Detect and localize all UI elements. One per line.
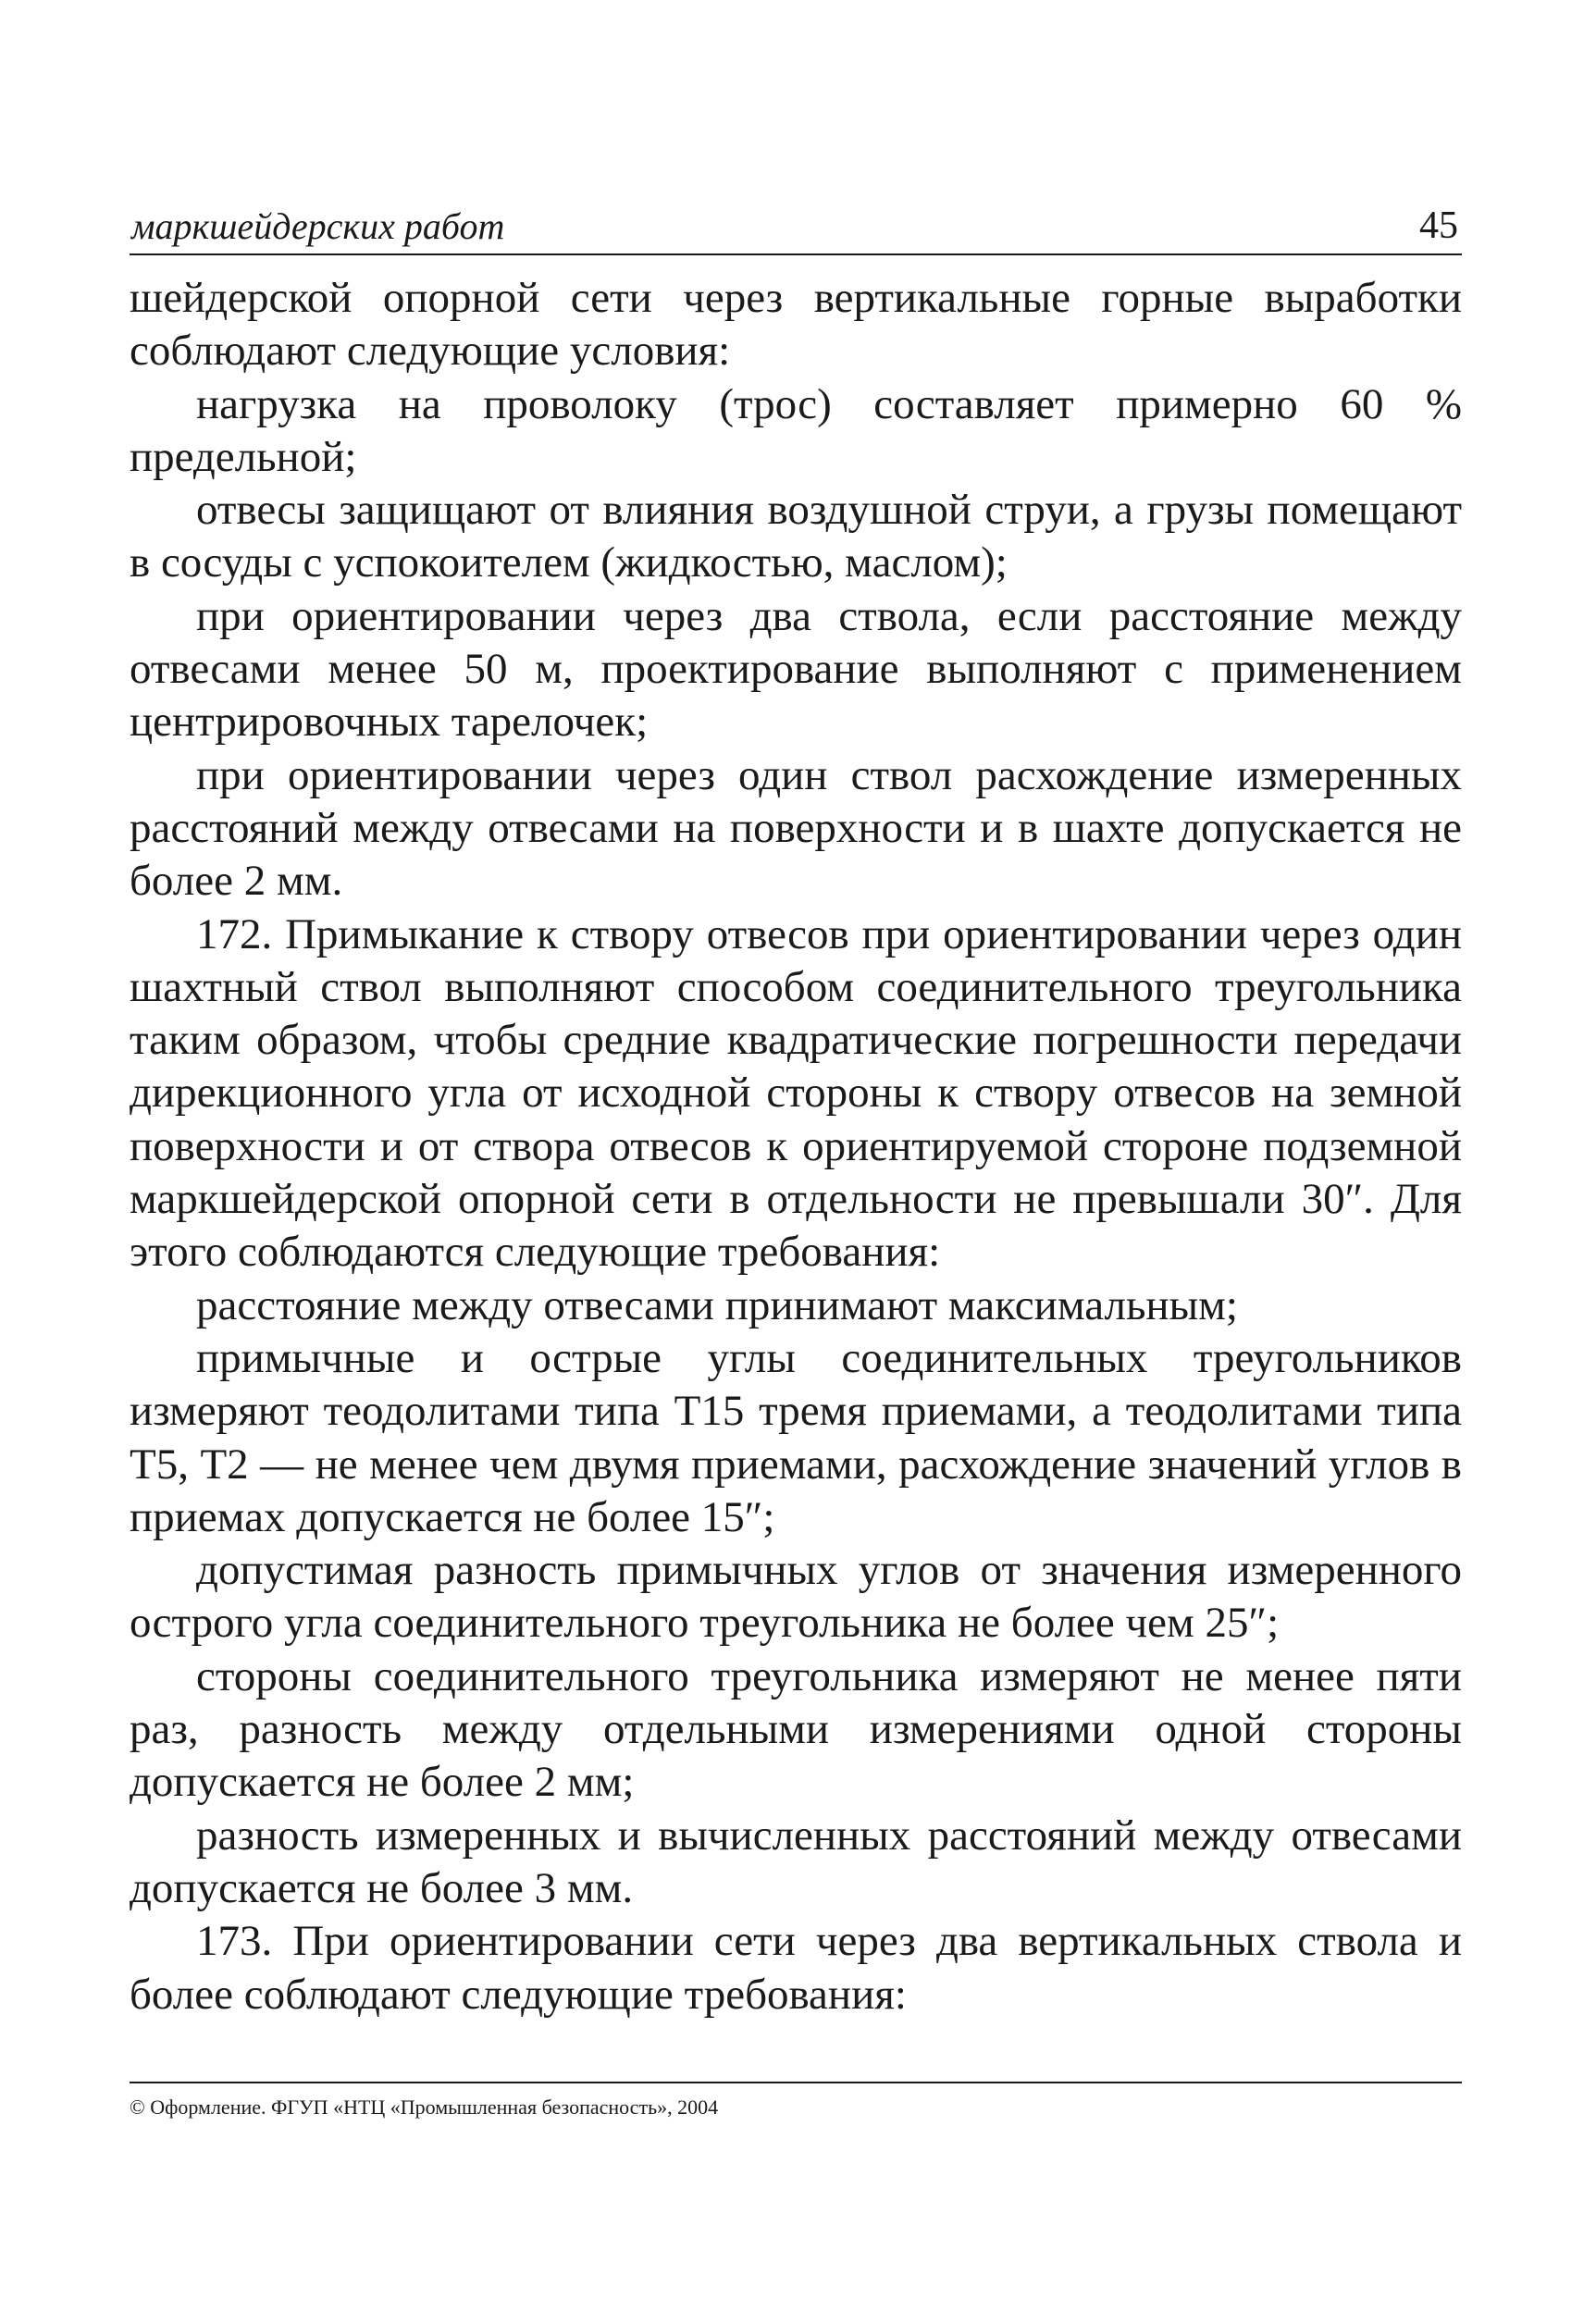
- paragraph-distance-difference: разность измеренных и вычисленных расстояний между отвесами допускается не более 3 мм.: [130, 1811, 1462, 1912]
- body-text: [130, 272, 1462, 2021]
- footer-copyright: © Оформление. ФГУП «НТЦ «Промышленная безопасность», 2004: [130, 2095, 719, 2119]
- paragraph-continuation: шейдерской опорной сети через вертикальные горные выработки соблюдают следующие условия:: [130, 274, 1462, 376]
- page-number: 45: [1419, 204, 1458, 247]
- paragraph-angle-difference: допустимая разность примычных углов от значения измеренного острого угла соединительного треугольника не более чем 25″;: [130, 1546, 1462, 1648]
- paragraph-load-on-wire: нагрузка на проволоку (трос) составляет примерно 60 % предельной;: [130, 379, 1462, 481]
- paragraph-plumb-protection: отвесы защищают от влияния воздушной струи, а грузы помещают в сосуды с успокоителем (жидкостью, маслом);: [130, 486, 1462, 587]
- paragraph-triangle-sides: стороны соединительного треугольника измеряют не менее пяти раз, разность между отдельными измерениями одной стороны допускается не более 2 мм;: [130, 1651, 1462, 1807]
- paragraph-section-172: 172. Примыкание к створу отвесов при ориентировании через один шахтный ствол выполняют способом соединительного треугольника таким образом, чтобы средние квадратические погрешности передачи дирекционного угла от исходной стороны к створу отвесов на земной поверхности и от створа отвесов к ориентируемой стороне подземной маркшейдерской опорной сети в отдельности не превышали 30″. Для этого соблюдаются следующие требования:: [130, 909, 1462, 1277]
- paragraph-two-shafts-centering: при ориентировании через два ствола, если расстояние между отвесами менее 50 м, проектирование выполняют с применением центрировочных тарелочек;: [130, 591, 1462, 747]
- paragraph-one-shaft-discrepancy: при ориентировании через один ствол расхождение измеренных расстояний между отвесами на поверхности и в шахте допускается не более 2 мм.: [130, 750, 1462, 906]
- running-header: [130, 196, 1462, 255]
- running-title: маркшейдерских работ: [131, 205, 505, 247]
- paragraph-plumb-distance: расстояние между отвесами принимают максимальным;: [196, 1280, 1238, 1329]
- paragraph-section-173: 173. При ориентировании сети через два вертикальных ствола и более соблюдают следующие требования:: [130, 1917, 1462, 2019]
- footer-rule: [130, 2082, 1462, 2083]
- paragraph-angle-measurement: примычные и острые углы соединительных треугольников измеряют теодолитами типа Т15 тремя приемами, а теодолитами типа Т5, Т2 — не менее чем двумя приемами, расхождение значений углов в приемах допускается не более 15″;: [130, 1333, 1462, 1541]
